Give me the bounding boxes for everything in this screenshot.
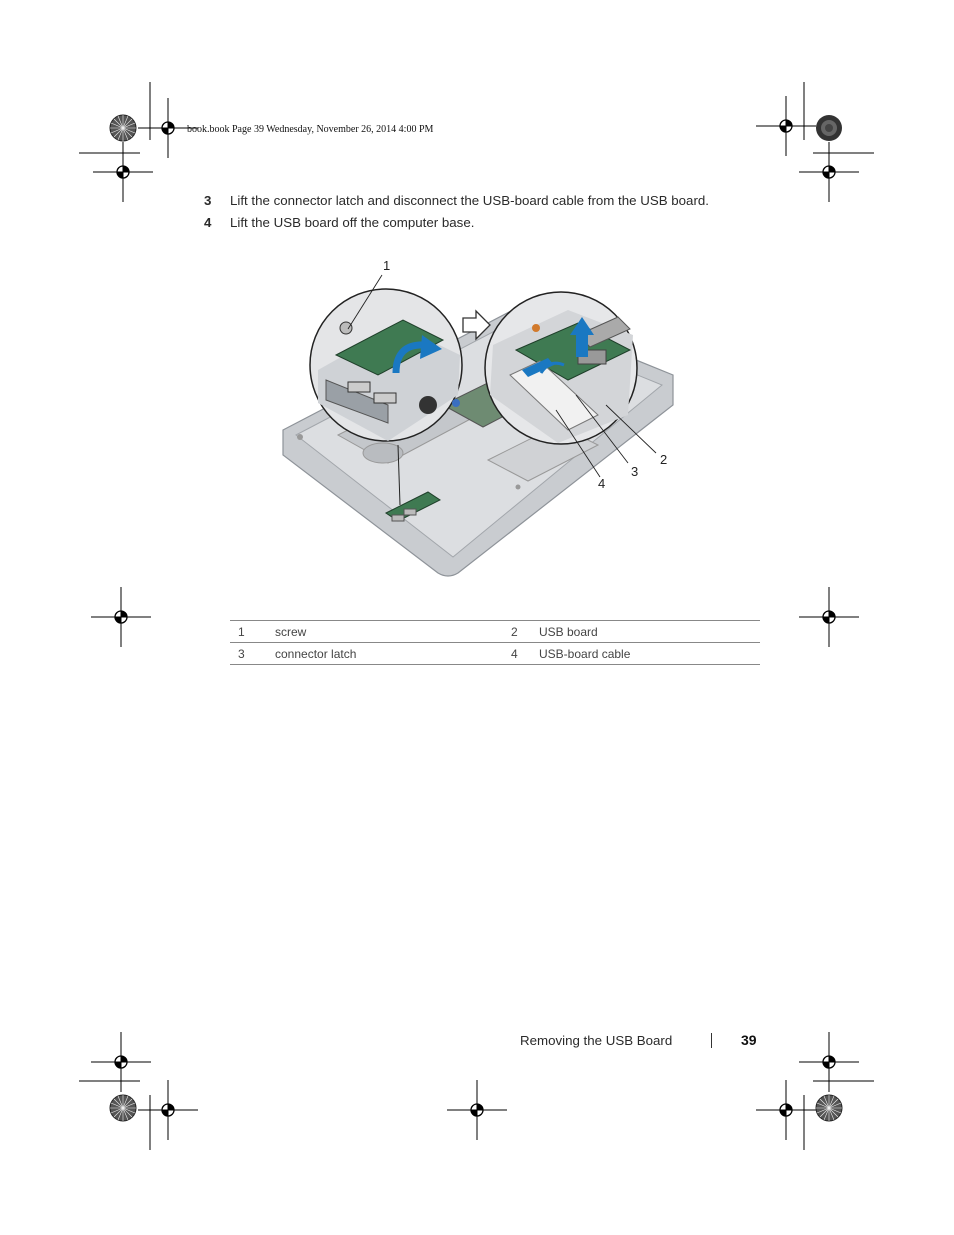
callout-4: 4 — [598, 476, 606, 491]
table-row — [230, 643, 760, 665]
step-number: 4 — [204, 215, 212, 230]
table-row — [230, 621, 760, 643]
legend-label: connector latch — [275, 643, 505, 665]
legend-label: screw — [275, 621, 505, 643]
zoom-circle-screw — [310, 289, 462, 441]
legend-label: USB-board cable — [539, 643, 760, 665]
callout-1: 1 — [383, 258, 391, 273]
zoom-circle-board — [485, 292, 637, 444]
callout-3: 3 — [631, 464, 639, 479]
step-number: 3 — [204, 193, 212, 208]
callout-2: 2 — [660, 452, 668, 467]
legend-number: 4 — [505, 643, 539, 665]
usb-board-removal-illustration — [278, 255, 698, 585]
footer-section-title: Removing the USB Board — [520, 1033, 673, 1048]
step-text: Lift the USB board off the computer base. — [230, 215, 475, 230]
legend-label: USB board — [539, 621, 760, 643]
callout-legend-table — [230, 620, 760, 665]
legend-number: 3 — [230, 643, 275, 665]
step-text: Lift the connector latch and disconnect the USB-board cable from the USB board. — [230, 193, 709, 208]
legend-number: 1 — [230, 621, 275, 643]
legend-number: 2 — [505, 621, 539, 643]
print-slug: book.book Page 39 Wednesday, November 26, 2014 4:00 PM — [187, 124, 434, 135]
page-number: 39 — [741, 1032, 757, 1048]
footer-divider — [711, 1033, 712, 1048]
